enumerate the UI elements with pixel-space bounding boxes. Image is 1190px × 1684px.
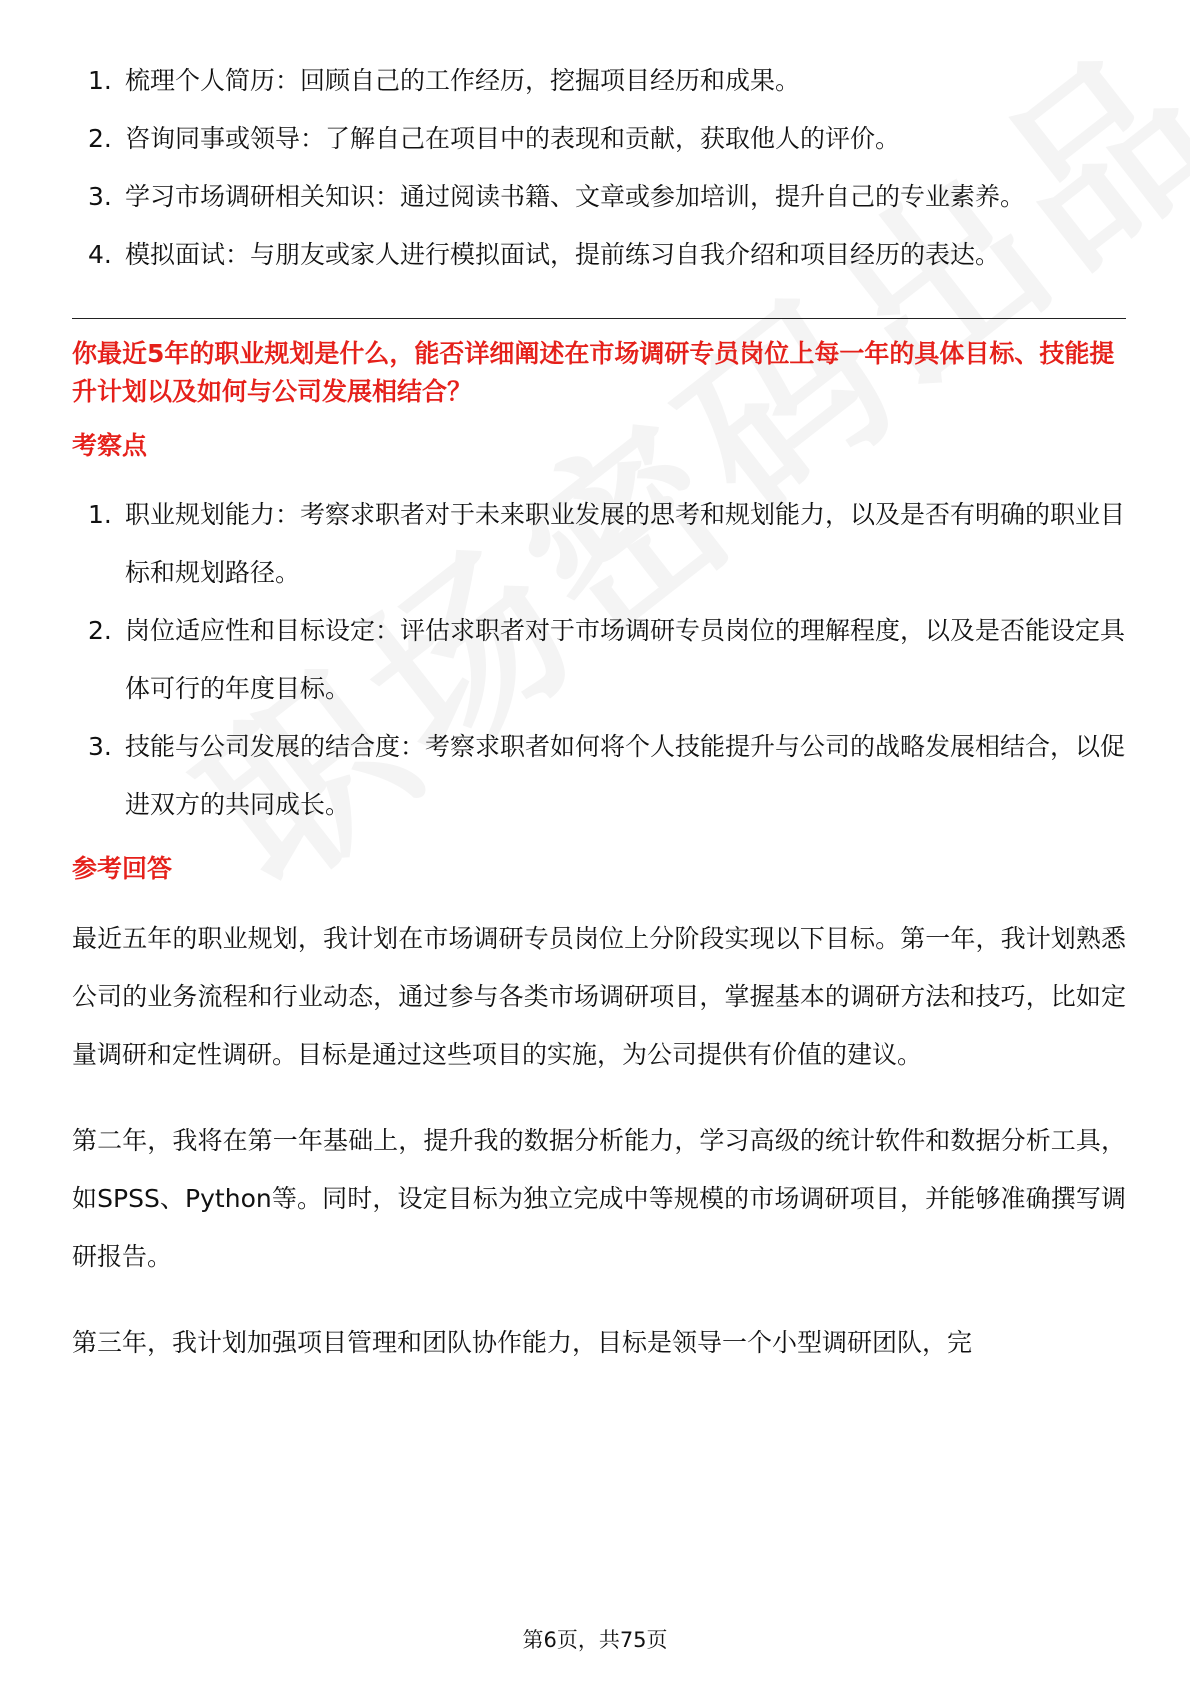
answer-paragraph: 第三年，我计划加强项目管理和团队协作能力，目标是领导一个小型调研团队，完 bbox=[72, 1328, 973, 1357]
list-number: 3. bbox=[88, 182, 112, 211]
section-divider bbox=[72, 318, 1126, 319]
list-text: 职业规划能力：考察求职者对于未来职业发展的思考和规划能力，以及是否有明确的职业目标和规划路径。 bbox=[125, 500, 1126, 587]
list-number: 2. bbox=[88, 616, 112, 645]
list-number: 3. bbox=[88, 732, 112, 761]
prep-list bbox=[72, 52, 1126, 284]
list-item bbox=[72, 52, 1126, 110]
list-text: 梳理个人简历：回顾自己的工作经历，挖掘项目经历和成果。 bbox=[125, 66, 801, 95]
list-item bbox=[72, 718, 1126, 834]
list-text: 咨询同事或领导：了解自己在项目中的表现和贡献，获取他人的评价。 bbox=[125, 124, 901, 153]
page-number: 第6页，共75页 bbox=[522, 1628, 668, 1652]
list-item bbox=[72, 168, 1126, 226]
list-number: 1. bbox=[88, 500, 112, 529]
answer-paragraph: 最近五年的职业规划，我计划在市场调研专员岗位上分阶段实现以下目标。第一年，我计划熟悉公司的业务流程和行业动态，通过参与各类市场调研项目，掌握基本的调研方法和技巧，比如定量调研和定性调研。目标是通过这些项目的实施，为公司提供有价值的建议。 bbox=[72, 924, 1126, 1069]
list-number: 2. bbox=[88, 124, 112, 153]
list-text: 学习市场调研相关知识：通过阅读书籍、文章或参加培训，提升自己的专业素养。 bbox=[125, 182, 1026, 211]
page-content bbox=[72, 52, 1126, 1372]
list-text: 技能与公司发展的结合度：考察求职者如何将个人技能提升与公司的战略发展相结合，以促进双方的共同成长。 bbox=[125, 732, 1126, 819]
list-number: 4. bbox=[88, 240, 112, 269]
interview-question: 你最近5年的职业规划是什么，能否详细阐述在市场调研专员岗位上每一年的具体目标、技能提升计划以及如何与公司发展相结合？ bbox=[72, 339, 1115, 406]
answer-paragraph: 第二年，我将在第一年基础上，提升我的数据分析能力，学习高级的统计软件和数据分析工具，如SPSS、Python等。同时，设定目标为独立完成中等规模的市场调研项目，并能够准确撰写调研报告。 bbox=[72, 1126, 1126, 1271]
answer-heading: 参考回答 bbox=[72, 854, 173, 883]
list-item bbox=[72, 226, 1126, 284]
list-text: 岗位适应性和目标设定：评估求职者对于市场调研专员岗位的理解程度，以及是否能设定具体可行的年度目标。 bbox=[125, 616, 1126, 703]
list-item bbox=[72, 602, 1126, 718]
list-item bbox=[72, 110, 1126, 168]
list-item bbox=[72, 486, 1126, 602]
assessment-list bbox=[72, 486, 1126, 834]
list-number: 1. bbox=[88, 66, 112, 95]
list-text: 模拟面试：与朋友或家人进行模拟面试，提前练习自我介绍和项目经历的表达。 bbox=[125, 240, 1001, 269]
assessment-heading: 考察点 bbox=[72, 431, 148, 460]
